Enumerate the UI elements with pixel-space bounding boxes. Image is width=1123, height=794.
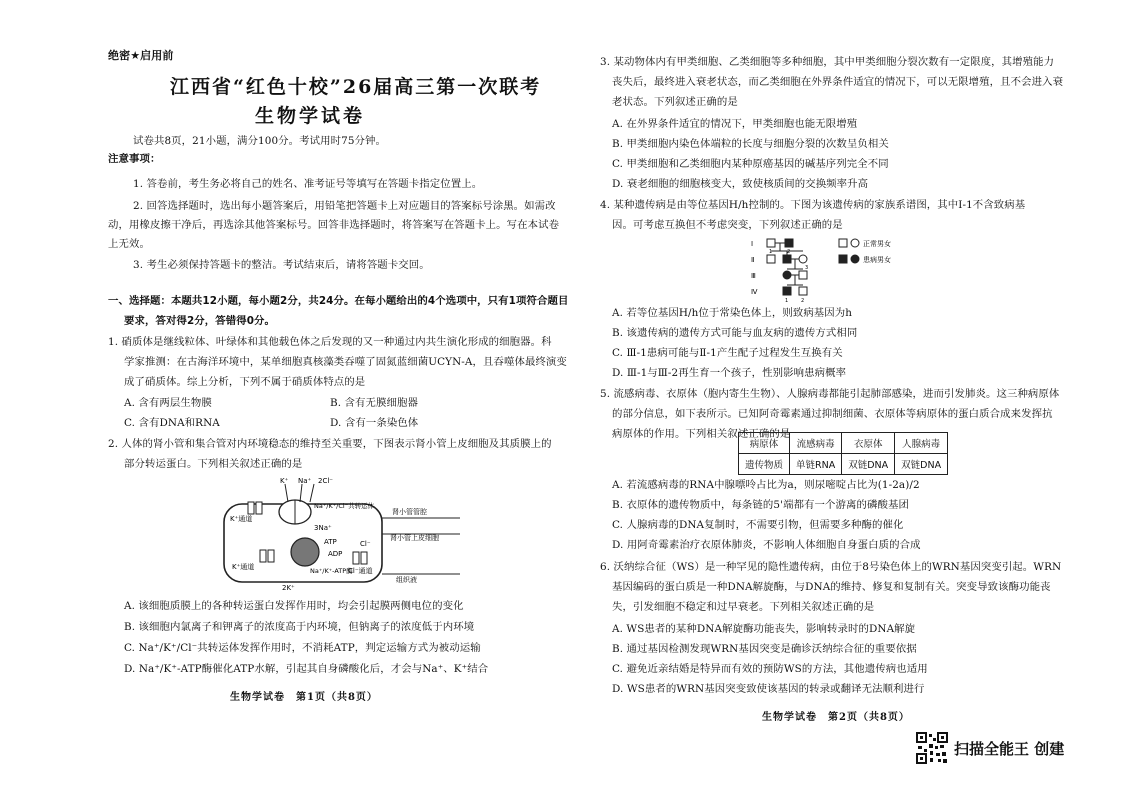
fig-label-k-channel: K⁺通道 [230, 515, 253, 523]
male-affected [783, 287, 791, 295]
notice-line: 上无效。 [108, 238, 150, 250]
legend-female-normal [851, 239, 859, 247]
pathogen-table [738, 432, 948, 475]
gen-label: Ⅱ [751, 256, 755, 264]
q2-option-d: D. Na⁺/K⁺-ATP酶催化ATP水解，引起其自身磷酸化后，才会与Na⁺、K⁺结合 [124, 663, 489, 675]
male-normal [799, 287, 807, 295]
svg-text:2: 2 [801, 298, 805, 304]
scanner-watermark: 扫描全能王 创建 [954, 740, 1065, 758]
pedigree-chart [747, 236, 927, 304]
section-heading: 要求，答对得2分，答错得0分。 [124, 315, 276, 327]
notice-line: 动，用橡皮擦干净后，再选涂其他答案标号。回答非选择题时，将答案写在答题卡上。写在本试卷 [108, 219, 560, 231]
q2-option-b: B. 该细胞内氯离子和钾离子的浓度高于内环境，但钠离子的浓度低于内环境 [124, 621, 475, 633]
q4-stem: 4. 某种遗传病是由等位基因H/h控制的。下图为该遗传病的家族系谱图，其中Ⅰ-1不含致病基 [600, 199, 1026, 211]
q4-option-a: A. 若等位基因H/h位于常染色体上，则致病基因为h [612, 307, 853, 319]
k-channel-top [248, 502, 254, 514]
fig-label-cotransporter: Na⁺/K⁺/Cl⁻共转运体 [314, 502, 375, 510]
table-row [739, 433, 948, 454]
table-header: 病原体 [739, 433, 790, 454]
table-cell: 双链DNA [895, 454, 948, 475]
female-affected [783, 271, 791, 279]
q4-option-c: C. Ⅲ-1患病可能与Ⅱ-1产生配子过程发生互换有关 [612, 347, 843, 359]
exam-subtitle: 生物学试卷 [255, 105, 366, 127]
kidney-cell-diagram [210, 474, 470, 594]
page-footer: 生物学试卷 第2页（共8页） [762, 712, 910, 723]
q1-option-d: D. 含有一条染色体 [330, 417, 419, 429]
svg-text:1: 1 [769, 249, 773, 255]
q6-option-a: A. WS患者的某种DNA解旋酶功能丧失，影响转录时的DNA解旋 [612, 623, 916, 635]
q5-stem: 病原体的作用。下列相关叙述正确的是 [612, 428, 791, 440]
table-row [739, 454, 948, 475]
notice-line: 2. 回答选择题时，选出每小题答案后，用铅笔把答题卡上对应题目的答案标号涂黑。如需改 [133, 200, 556, 212]
secret-label: 绝密★启用前 [108, 49, 174, 62]
k-channel-bottom [260, 550, 266, 562]
fig-label-tissue: 组织液 [396, 576, 417, 584]
fig-label-3na: 3Na⁺ [314, 524, 332, 532]
q5-option-c: C. 人腺病毒的DNA复制时，不需要引物，但需要多种酶的催化 [612, 519, 904, 531]
fig-label-na: Na⁺ [298, 477, 312, 485]
q5-option-b: B. 衣原体的遗传物质中，每条链的5'端都有一个游离的磷酸基团 [612, 499, 909, 511]
fig-label-pump: Na⁺/K⁺-ATP酶 [310, 567, 353, 575]
exam-intro: 试卷共8页，21小题，满分100分。考试用时75分钟。 [133, 135, 387, 147]
q5-stem: 5. 流感病毒、衣原体（胞内寄生生物）、人腺病毒都能引起肺部感染，进而引发肺炎。这三种病原体 [600, 388, 1060, 400]
male-normal [767, 239, 775, 247]
fig-label-k: K⁺ [280, 477, 289, 485]
legend-normal: 正常男女 [863, 240, 891, 248]
page-footer: 生物学试卷 第1页（共8页） [230, 692, 378, 703]
female-normal [799, 255, 807, 263]
q5-option-d: D. 用阿奇霉素治疗衣原体肺炎，不影响人体细胞自身蛋白质的合成 [612, 539, 921, 551]
q3-option-a: A. 在外界条件适宜的情况下，甲类细胞也能无限增殖 [612, 118, 858, 130]
q1-stem: 学家推测：在古海洋环境中，某单细胞真核藻类吞噬了固氮蓝细菌UCYN-A，且吞噬体最终演变 [124, 356, 567, 368]
exam-title: 江西省“红色十校”26届高三第一次联考 [170, 76, 542, 98]
male-normal [767, 255, 775, 263]
table-cell: 单链RNA [790, 454, 842, 475]
table-header: 流感病毒 [790, 433, 842, 454]
male-affected [785, 239, 793, 247]
q3-stem: 3. 某动物体内有甲类细胞、乙类细胞等多种细胞，其中甲类细胞分裂次数有一定限度，其增殖能力 [600, 56, 1055, 68]
legend-male-normal [839, 239, 847, 247]
q2-stem: 2. 人体的肾小管和集合管对内环境稳态的维持至关重要，下图表示肾小管上皮细胞及其质膜上的 [108, 438, 552, 450]
legend-female-affected [851, 255, 859, 263]
fig-label-k-channel-2: K⁺通道 [232, 563, 255, 571]
legend-affected: 患病男女 [863, 256, 891, 264]
q6-option-d: D. WS患者的WRN基因突变致使该基因的转录或翻译无法顺利进行 [612, 683, 925, 695]
qr-code-icon [916, 732, 948, 764]
q3-option-d: D. 衰老细胞的细胞核变大，致使核质间的交换频率升高 [612, 178, 869, 190]
cl-channel [353, 552, 359, 564]
q1-option-c: C. 含有DNA和RNA [124, 417, 220, 429]
q4-option-d: D. Ⅲ-1与Ⅲ-2再生育一个孩子，性别影响患病概率 [612, 367, 847, 379]
atpase-pump [291, 538, 319, 566]
male-affected [783, 255, 791, 263]
gen-label: Ⅳ [751, 288, 758, 296]
q6-stem: 失，引发细胞不稳定和过早衰老。下列相关叙述正确的是 [612, 601, 875, 613]
q2-option-a: A. 该细胞质膜上的各种转运蛋白发挥作用时，均会引起膜两侧电位的变化 [124, 600, 464, 612]
fig-label-cl: Cl⁻ [360, 540, 371, 548]
q6-stem: 6. 沃纳综合征（WS）是一种罕见的隐性遗传病，由位于8号染色体上的WRN基因突变引起。WRN [600, 561, 1062, 573]
q4-option-b: B. 该遗传病的遗传方式可能与血友病的遗传方式相同 [612, 327, 858, 339]
table-header: 衣原体 [842, 433, 895, 454]
q2-option-c: C. Na⁺/K⁺/Cl⁻共转运体发挥作用时，不消耗ATP，判定运输方式为被动运输 [124, 642, 481, 654]
q4-stem: 因。可考虑互换但不考虑突变，下列叙述正确的是 [612, 219, 843, 231]
q1-stem: 成了硝质体。综上分析，下列不属于硝质体特点的是 [124, 376, 366, 388]
fig-label-2k: 2K⁺ [282, 584, 295, 592]
q6-option-b: B. 通过基因检测发现WRN基因突变是确诊沃纳综合征的重要依据 [612, 643, 917, 655]
q3-option-c: C. 甲类细胞和乙类细胞内某种原癌基因的碱基序列完全不同 [612, 158, 889, 170]
table-cell: 遗传物质 [739, 454, 790, 475]
fig-label-2cl: 2Cl⁻ [318, 477, 333, 485]
table-header: 人腺病毒 [895, 433, 948, 454]
q1-stem: 1. 硝质体是继线粒体、叶绿体和其他载色体之后发现的又一种通过内共生演化形成的细胞器。科 [108, 336, 552, 348]
notice-line: 1. 答卷前，考生务必将自己的姓名、准考证号等填写在答题卡指定位置上。 [133, 178, 483, 190]
fig-label-adp: ADP [328, 550, 343, 558]
gen-label: Ⅲ [751, 272, 756, 280]
notice-title: 注意事项： [108, 153, 161, 165]
q3-stem: 老状态。下列叙述正确的是 [612, 96, 738, 108]
svg-text:1: 1 [785, 298, 789, 304]
legend-male-affected [839, 255, 847, 263]
svg-text:2: 2 [787, 249, 791, 255]
fig-label-atp: ATP [324, 538, 337, 546]
q3-stem: 丧失后，最终进入衰老状态，而乙类细胞在外界条件适宜的情况下，可以无限增殖，且不会进入衰 [612, 76, 1064, 88]
gen-label: Ⅰ [751, 240, 754, 248]
q3-option-b: B. 甲类细胞内染色体端粒的长度与细胞分裂的次数呈负相关 [612, 138, 889, 150]
svg-text:3: 3 [805, 265, 809, 271]
notice-line: 3. 考生必须保持答题卡的整洁。考试结束后，请将答题卡交回。 [133, 259, 430, 271]
q5-stem: 的部分信息，如下表所示。已知阿奇霉素通过抑制细菌、衣原体等病原体的蛋白质合成来发挥抗 [612, 408, 1053, 420]
fig-label-cl-channel: Cl⁻通道 [348, 567, 373, 575]
q6-option-c: C. 避免近亲结婚是特异而有效的预防WS的方法，其他遗传病也适用 [612, 663, 928, 675]
male-normal [799, 271, 807, 279]
section-heading: 一、选择题：本题共12小题，每小题2分，共24分。在每小题给出的4个选项中，只有1项符合题目 [108, 295, 569, 307]
q2-stem: 部分转运蛋白。下列相关叙述正确的是 [124, 458, 303, 470]
q6-stem: 基因编码的蛋白质是一种DNA解旋酶，与DNA的维持、修复和复制有关。突变导致该酶功能丧 [612, 581, 1051, 593]
right-page [562, 0, 1123, 794]
q1-option-b: B. 含有无膜细胞器 [330, 397, 418, 409]
q1-option-a: A. 含有两层生物膜 [124, 397, 212, 409]
fig-label-lumen: 肾小管管腔 [392, 508, 427, 516]
q5-option-a: A. 若流感病毒的RNA中腺嘌呤占比为a，则尿嘧啶占比为(1-2a)/2 [612, 479, 920, 491]
table-cell: 双链DNA [842, 454, 895, 475]
fig-label-epithelial: 肾小管上皮细胞 [390, 534, 439, 542]
